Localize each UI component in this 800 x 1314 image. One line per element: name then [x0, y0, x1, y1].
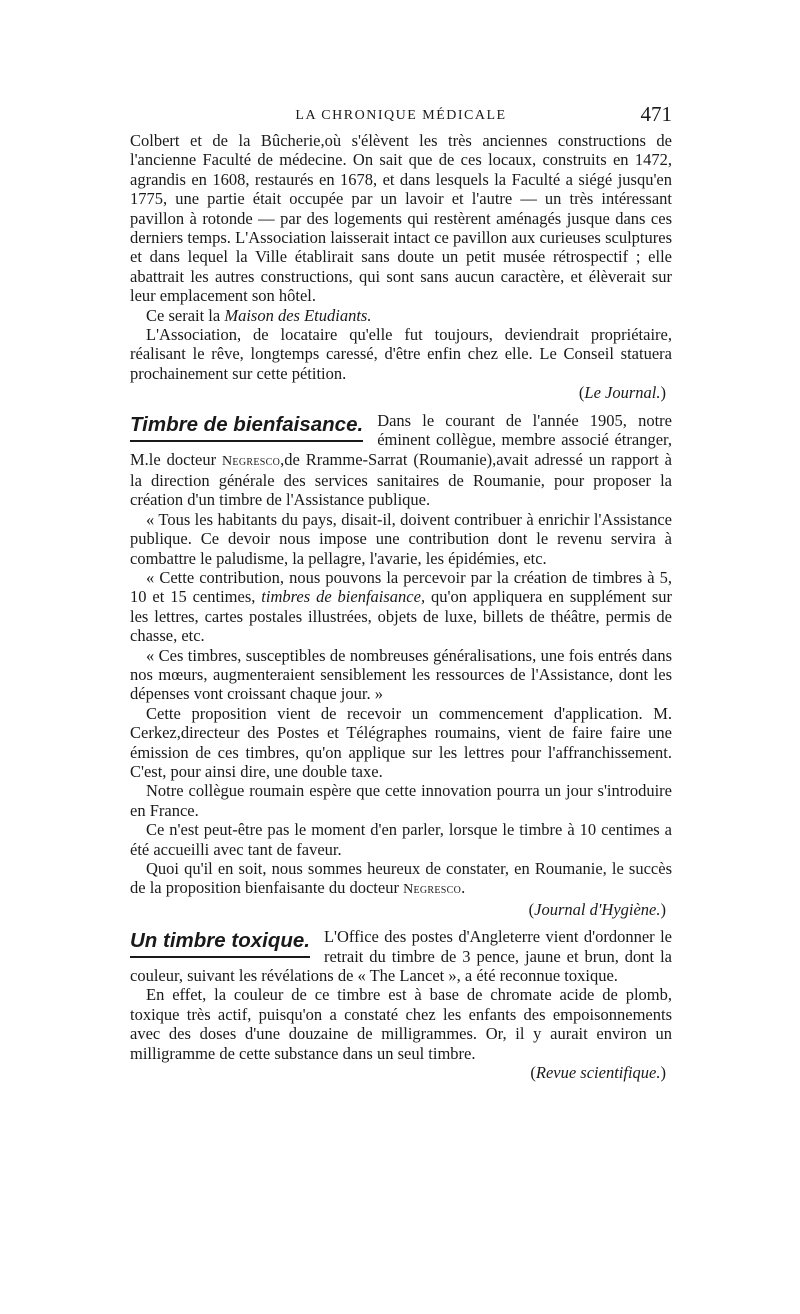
- bienfaisance-paragraph-3: [130, 568, 672, 646]
- intro-maison-prefix: Ce serait la: [146, 305, 225, 325]
- intro-source-text: Le Journal.: [584, 383, 661, 403]
- article-body: [130, 131, 672, 1083]
- author-name-negresco-2: Negresco: [403, 882, 462, 898]
- running-title: LA CHRONIQUE MÉDICALE: [295, 108, 507, 123]
- intro-paragraph-association: L'Association, de locataire qu'elle fut toujours, deviendrait propriétaire, réalisant le rêve, longtemps caressé, d'être enfin chez elle. Le Conseil statuera prochainement sur cette pétition.: [130, 325, 672, 383]
- toxique-source: (Revue scientifique.): [530, 1063, 666, 1083]
- bienfaisance-paragraph-6: Notre collègue roumain espère que cette innovation pourra un jour s'introduire en France.: [130, 781, 672, 820]
- page-number: 471: [640, 102, 672, 126]
- intro-maison-title: Maison des Etudiants.: [224, 305, 372, 325]
- intro-paragraph-maison: [130, 306, 672, 325]
- toxique-section: [130, 927, 672, 1082]
- bienfaisance-p1-text-a: Dans le courant de l'année 1905, notre éminent collègue, membre associé étranger, M.le docteur: [130, 410, 672, 469]
- toxique-source-text: Revue scientifique.: [535, 1063, 661, 1083]
- author-name-negresco: Negresco: [222, 453, 281, 469]
- bienfaisance-p3-text-b: qu'on appliquera en supplément sur les lettres, cartes postales illustrées, objets de luxe, billets de théâtre, permis de chasse, etc.: [130, 587, 672, 646]
- bienfaisance-paragraph-4: « Ces timbres, susceptibles de nombreuses généralisations, une fois entrés dans nos mœurs, augmenteraient sensiblement les ressources de l'Assistance, dont les dépenses vont croissant chaque jour. »: [130, 645, 672, 704]
- toxique-paragraph-1: L'Office des postes d'Angleterre vient d'ordonner le retrait du timbre de 3 pence, jaune et brun, dont la couleur, suivant les révélations de « The Lancet », a été reconnue toxique.: [130, 927, 672, 986]
- bienfaisance-paragraph-7: Ce n'est peut-être pas le moment d'en parler, lorsque le timbre à 10 centimes a été accueilli avec tant de faveur.: [130, 820, 672, 859]
- intro-paragraph: Colbert et de la Bûcherie,où s'élèvent les très anciennes constructions de l'ancienne Faculté de médecine. On sait que de ces locaux, construits en 1472, agrandis en 1608, restaurés en 1678, et dans lesquels la Faculté a siégé jusqu'en 1775, une partie était occupée par un lavoir et l'autre — un très intéressant pavillon à rotonde — par des logements qui restèrent aménagés jusque dans ces derniers temps. L'Association laisserait intact ce pavillon aux curieuses sculptures et dans lequel la Ville établirait sans doute un petit musée rétrospectif ; elle abattrait les autres constructions, qui sont sans aucun caractère, et élèverait sur leur emplacement son hôtel.: [130, 131, 672, 306]
- bienfaisance-paragraph-5: Cette proposition vient de recevoir un commencement d'application. M. Cerkez,directeur des Postes et Télégraphes roumains, vient de faire faire une émission de ces timbres, qu'on applique sur les lettres pour l'affranchissement. C'est, pour ainsi dire, une double taxe.: [130, 703, 672, 781]
- bienfaisance-source: (Journal d'Hygiène.): [528, 899, 666, 919]
- intro-source: (Le Journal.): [578, 383, 666, 403]
- bienfaisance-paragraph-2: « Tous les habitants du pays, disait-il, doivent contribuer à enrichir l'Assistance publique. Ce devoir nous impose une contribution dont le revenu servira à combattre le paludisme, la pellagre, l'avarie, les épidémies, etc.: [130, 509, 672, 568]
- toxique-heading: Un timbre toxique.: [130, 929, 310, 958]
- running-head: [130, 104, 672, 128]
- bienfaisance-heading: Timbre de bienfaisance.: [130, 413, 363, 442]
- bienfaisance-section: [130, 411, 672, 920]
- bienfaisance-p8-text-b: .: [461, 878, 466, 898]
- bienfaisance-p1-text-b: ,de Rramme-Sarrat (Roumanie),avait adressé un rapport à la direction générale des services sanitaires de Roumanie, pour proposer la création d'un timbre de l'Assistance publique.: [130, 449, 673, 510]
- bienfaisance-p8-text-a: Quoi qu'il en soit, nous sommes heureux de constater, en Roumanie, le succès de la proposition bienfaisante du docteur: [130, 859, 672, 898]
- bienfaisance-source-text: Journal d'Hygiène.: [534, 899, 661, 919]
- toxique-paragraph-2: En effet, la couleur de ce timbre est à base de chromate acide de plomb, toxique très actif, puisqu'on a constaté chez les enfants des empoisonnements avec des doses d'une douzaine de milligrammes. Or, il y aurait environ un milligramme de cette substance dans un seul timbre.: [130, 985, 672, 1063]
- bienfaisance-p3-text-a: « Cette contribution, nous pouvons la percevoir par la création de timbres à 5, 10 et 15 centimes,: [130, 567, 672, 607]
- bienfaisance-p3-italic: timbres de bienfaisance,: [261, 587, 426, 607]
- bienfaisance-paragraph-8: [130, 859, 672, 900]
